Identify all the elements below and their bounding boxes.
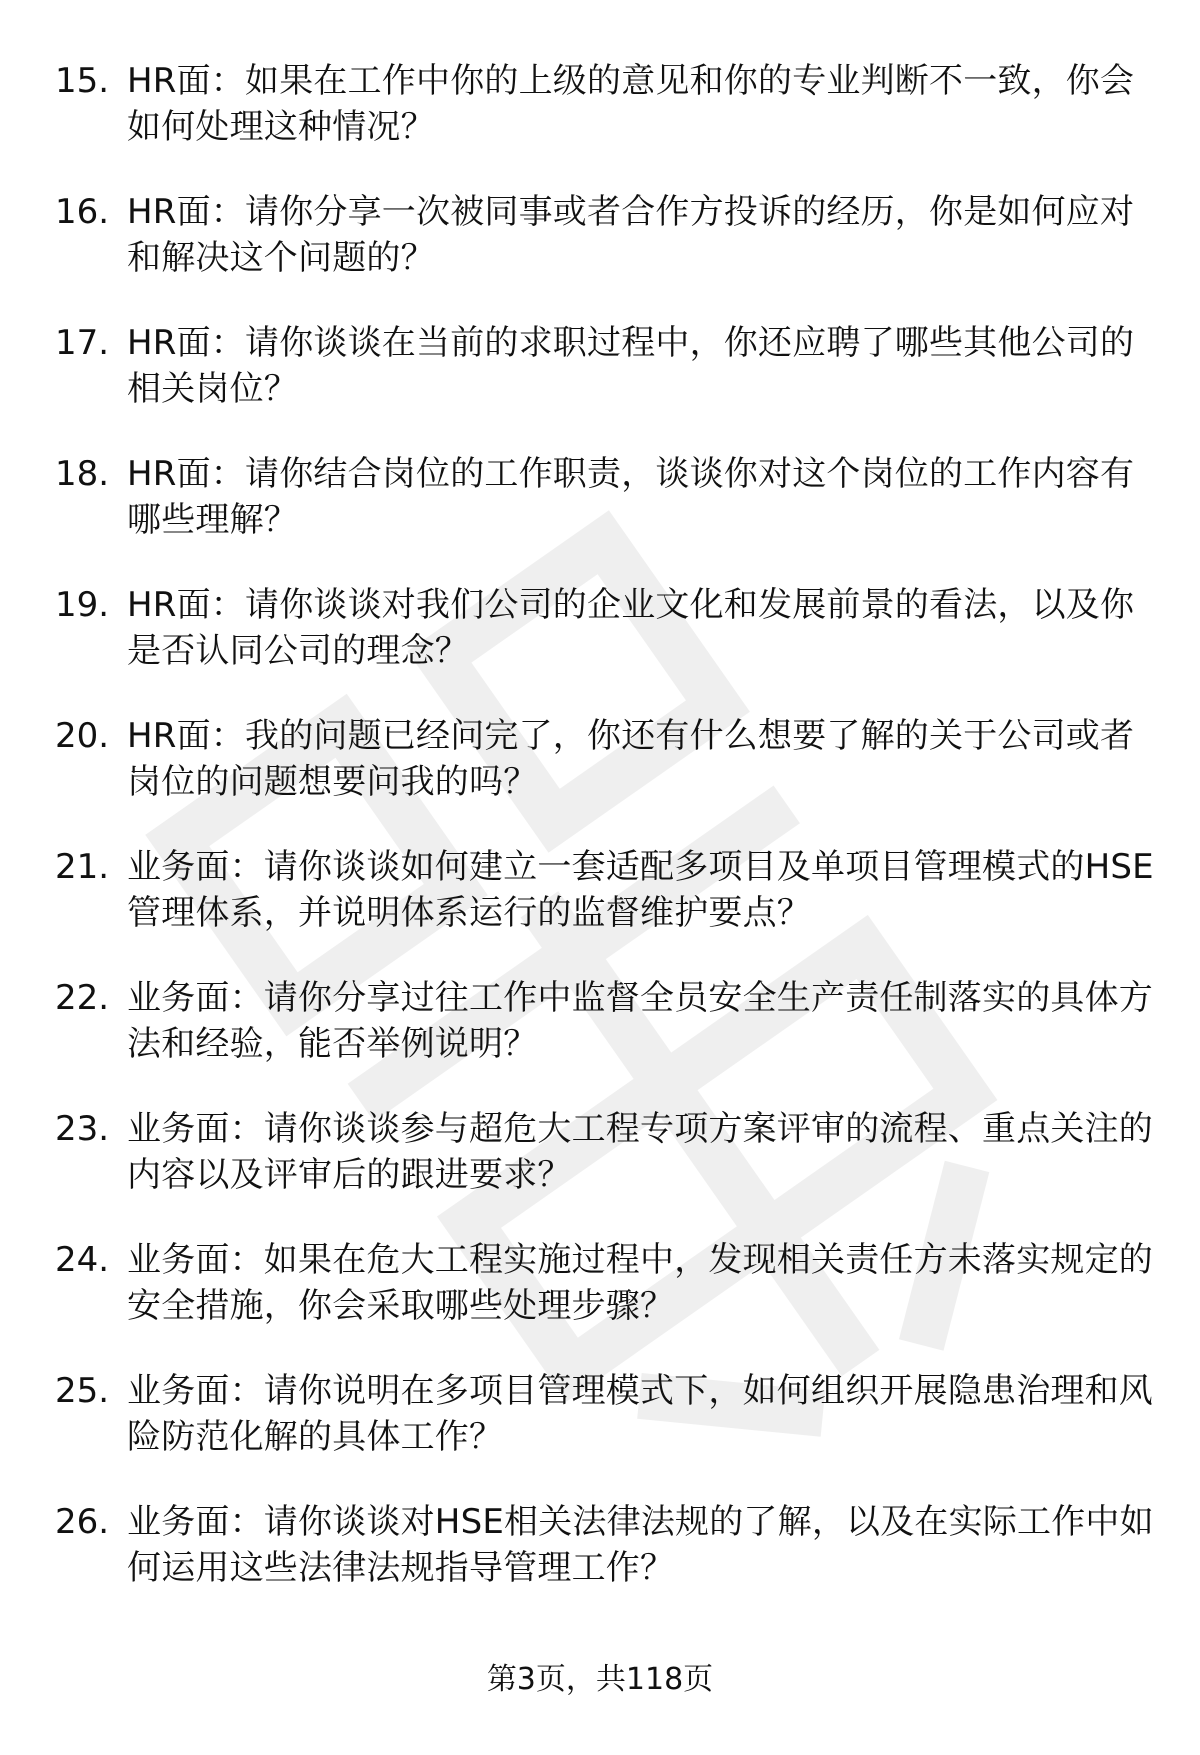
list-item <box>55 1106 1155 1237</box>
list-item <box>55 844 1155 975</box>
item-text: HR面：请你谈谈对我们公司的企业文化和发展前景的看法，以及你是否认同公司的理念？ <box>127 585 1135 671</box>
item-text: 业务面：请你谈谈如何建立一套适配多项目及单项目管理模式的HSE管理体系，并说明体系运行的监督维护要点？ <box>127 847 1154 933</box>
item-number: 22. <box>55 978 110 1018</box>
item-number: 23. <box>55 1109 110 1149</box>
item-text: HR面：请你谈谈在当前的求职过程中，你还应聘了哪些其他公司的相关岗位？ <box>127 323 1135 409</box>
item-number: 19. <box>55 585 110 625</box>
item-number: 16. <box>55 192 110 232</box>
item-number: 25. <box>55 1371 110 1411</box>
item-number: 26. <box>55 1502 110 1542</box>
item-number: 17. <box>55 323 110 363</box>
list-item <box>55 975 1155 1106</box>
list-item <box>55 1499 1155 1630</box>
list-item <box>55 1237 1155 1368</box>
list-item <box>55 58 1155 189</box>
item-text: HR面：请你结合岗位的工作职责，谈谈你对这个岗位的工作内容有哪些理解？ <box>127 454 1135 540</box>
list-item <box>55 582 1155 713</box>
item-text: 业务面：请你分享过往工作中监督全员安全生产责任制落实的具体方法和经验，能否举例说明？ <box>127 978 1153 1064</box>
item-text: 业务面：请你说明在多项目管理模式下，如何组织开展隐患治理和风险防范化解的具体工作？ <box>127 1371 1153 1457</box>
item-text: HR面：请你分享一次被同事或者合作方投诉的经历，你是如何应对和解决这个问题的？ <box>127 192 1135 278</box>
list-item <box>55 451 1155 582</box>
item-number: 15. <box>55 61 110 101</box>
item-number: 24. <box>55 1240 110 1280</box>
question-list <box>55 58 1155 1630</box>
item-number: 20. <box>55 716 110 756</box>
item-text: 业务面：请你谈谈对HSE相关法律法规的了解，以及在实际工作中如何运用这些法律法规指导管理工作？ <box>127 1502 1154 1588</box>
item-text: HR面：如果在工作中你的上级的意见和你的专业判断不一致，你会如何处理这种情况？ <box>127 61 1135 147</box>
list-item <box>55 1368 1155 1499</box>
item-text: HR面：我的问题已经问完了，你还有什么想要了解的关于公司或者岗位的问题想要问我的吗？ <box>127 716 1135 802</box>
item-text: 业务面：如果在危大工程实施过程中，发现相关责任方未落实规定的安全措施，你会采取哪些处理步骤？ <box>127 1240 1153 1326</box>
list-item <box>55 713 1155 844</box>
list-item <box>55 189 1155 320</box>
item-number: 18. <box>55 454 110 494</box>
page-footer: 第3页，共118页 <box>486 1662 714 1697</box>
item-number: 21. <box>55 847 110 887</box>
item-text: 业务面：请你谈谈参与超危大工程专项方案评审的流程、重点关注的内容以及评审后的跟进要求？ <box>127 1109 1153 1195</box>
list-item <box>55 320 1155 451</box>
